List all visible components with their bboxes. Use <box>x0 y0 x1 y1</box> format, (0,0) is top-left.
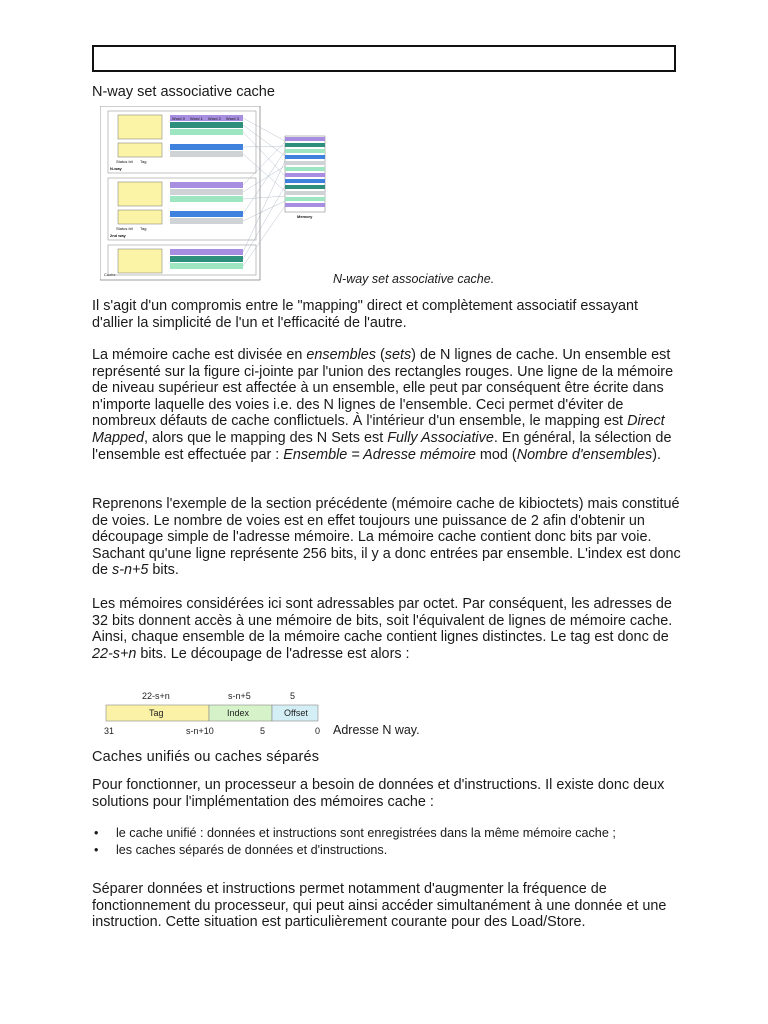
svg-text:s-n+10: s-n+10 <box>186 726 214 736</box>
svg-text:2nd way: 2nd way <box>110 233 126 238</box>
paragraph-5: Pour fonctionner, un processeur a besoin de données et d'instructions. Il existe donc deux solutions pour l'implémentation des mémoires cache : <box>92 777 665 810</box>
svg-text:31: 31 <box>104 726 115 736</box>
nway-cache-figure <box>100 106 330 286</box>
heading-caches: Caches unifiés ou caches séparés <box>92 749 320 765</box>
paragraph-3: Reprenons l'exemple de la section précédente (mémoire cache de kibioctets) mais constitué de voies. Le nombre de voies est en effet toujours une puissance de 2 afin d'obtenir un découpage simple de l'adresse mémoire. La mémoire cache contient donc bits par voie. Sachant qu'une ligne représente 256 bits, il y a donc entrées par ensemble. L'index est donc de s-n+5 bits. <box>92 496 681 579</box>
figure-caption: N-way set associative cache. <box>333 272 495 286</box>
address-caption: Adresse N way. <box>333 723 420 737</box>
svg-text:Status bit: Status bit <box>116 226 133 231</box>
heading-nway: N-way set associative cache <box>92 84 275 100</box>
svg-text:Status bit: Status bit <box>116 159 133 164</box>
svg-text:Word 2: Word 2 <box>208 116 221 121</box>
svg-text:Offset: Offset <box>284 708 308 718</box>
svg-text:Tag: Tag <box>140 226 147 231</box>
svg-text:Tag: Tag <box>140 159 147 164</box>
list-item: • les caches séparés de données et d'instructions. <box>92 842 652 858</box>
paragraph-2: La mémoire cache est divisée en ensembles (sets) de N lignes de cache. Un ensemble est représenté sur la figure ci-jointe par l'union des rectangles rouges. Une ligne de la mémoire de niveau supérieur est affectée à un ensemble, elle peut par conséquent être écrite dans n'importe laquelle des voies i.e. des N lignes de l'ensemble. Ceci permet d'éviter de nombreux défauts de cache conflictuels. À l'intérieur d'un ensemble, le mapping est Direct Mapped, alors que le mapping des N Sets est Fully Associative. En général, la sélection de l'ensemble est effectuée par : Ensemble = Adresse mémoire mod (Nombre d'ensembles). <box>92 347 674 463</box>
bullet-list <box>92 825 652 859</box>
svg-text:Word 3: Word 3 <box>226 116 239 121</box>
paragraph-1: Il s'agit d'un compromis entre le "mapping" direct et complètement associatif essayant d'allier la simplicité de l'un et l'efficacité de l'autre. <box>92 298 639 331</box>
svg-text:0: 0 <box>315 726 321 736</box>
svg-text:22-s+n: 22-s+n <box>142 691 170 701</box>
paragraph-4: Les mémoires considérées ici sont adressables par octet. Par conséquent, les adresses de 32 bits donnent accès à une mémoire de bits, soit l'équivalent de lignes de mémoire cache. Ainsi, chaque ensemble de la mémoire cache contient lignes distinctes. Le tag est donc de 22-s+n bits. Le découpage de l'adresse est alors : <box>92 596 673 662</box>
paragraph-6: Séparer données et instructions permet notamment d'augmenter la fréquence de fonctionnement du processeur, qui peut ainsi accéder simultanément à une donnée et une instruction. Cette situation est particulièrement courante pour des Load/Store. <box>92 881 667 931</box>
cache-label: Cache <box>104 272 116 277</box>
svg-text:N-way: N-way <box>110 166 122 171</box>
svg-text:Index: Index <box>227 708 250 718</box>
svg-text:Word 1: Word 1 <box>190 116 203 121</box>
svg-text:s-n+5: s-n+5 <box>228 691 251 701</box>
memory-block <box>285 136 325 219</box>
memory-label: Memory <box>297 214 313 219</box>
svg-text:5: 5 <box>290 691 296 701</box>
address-diagram <box>100 688 330 740</box>
svg-text:Word 0: Word 0 <box>172 116 185 121</box>
svg-text:5: 5 <box>260 726 266 736</box>
list-item: • le cache unifié : données et instructions sont enregistrées dans la même mémoire cache ; <box>92 825 652 841</box>
title-box <box>92 45 676 72</box>
svg-text:Tag: Tag <box>149 708 164 718</box>
